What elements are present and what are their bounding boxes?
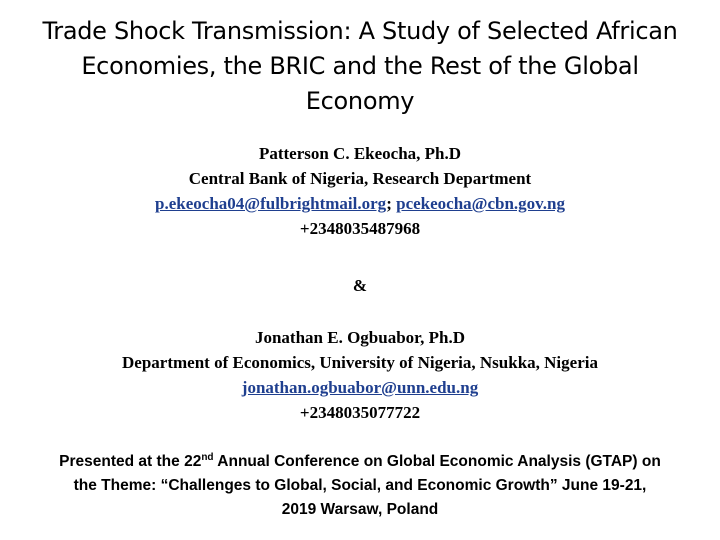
author-1-emails <box>20 191 700 216</box>
presentation-note <box>12 450 708 522</box>
author-2-phone: +2348035077722 <box>299 403 421 422</box>
author-2-affiliation: Department of Economics, University of Nigeria, Nsukka, Nigeria <box>122 353 598 372</box>
author-1-email-link-1[interactable]: p.ekeocha04@fulbrightmail.org <box>155 194 387 213</box>
ampersand: & <box>352 276 368 295</box>
author-1-phone: +2348035487968 <box>299 219 421 238</box>
title-line-2: Economies, the BRIC and the Rest of the Global <box>81 52 639 80</box>
footer-line-2: the Theme: “Challenges to Global, Social, and Economic Growth” June 19-21, <box>73 477 647 494</box>
ordinal-suffix: nd <box>201 452 214 463</box>
footer-line-1-end: Annual Conference on Global Economic Analysis (GTAP) on <box>213 453 661 470</box>
slide-title <box>20 14 700 119</box>
author-1-name: Patterson C. Ekeocha, Ph.D <box>258 144 462 163</box>
author-2-email-link[interactable]: jonathan.ogbuabor@unn.edu.ng <box>241 378 479 397</box>
footer-line-1 <box>12 450 708 474</box>
author-2-block <box>20 325 700 425</box>
email-separator: ; <box>386 194 397 213</box>
title-line-1: Trade Shock Transmission: A Study of Selected African <box>42 17 678 45</box>
author-2-email-row <box>20 375 700 400</box>
footer-line-3: 2019 Warsaw, Poland <box>281 501 439 518</box>
author-1-affiliation: Central Bank of Nigeria, Research Department <box>188 169 532 188</box>
footer-line-1-start: Presented at the 22 <box>59 453 202 470</box>
author-1-email-link-2[interactable]: pcekeocha@cbn.gov.ng <box>396 194 565 213</box>
title-line-3: Economy <box>305 87 415 115</box>
author-1-block <box>20 141 700 241</box>
author-2-name: Jonathan E. Ogbuabor, Ph.D <box>254 328 466 347</box>
